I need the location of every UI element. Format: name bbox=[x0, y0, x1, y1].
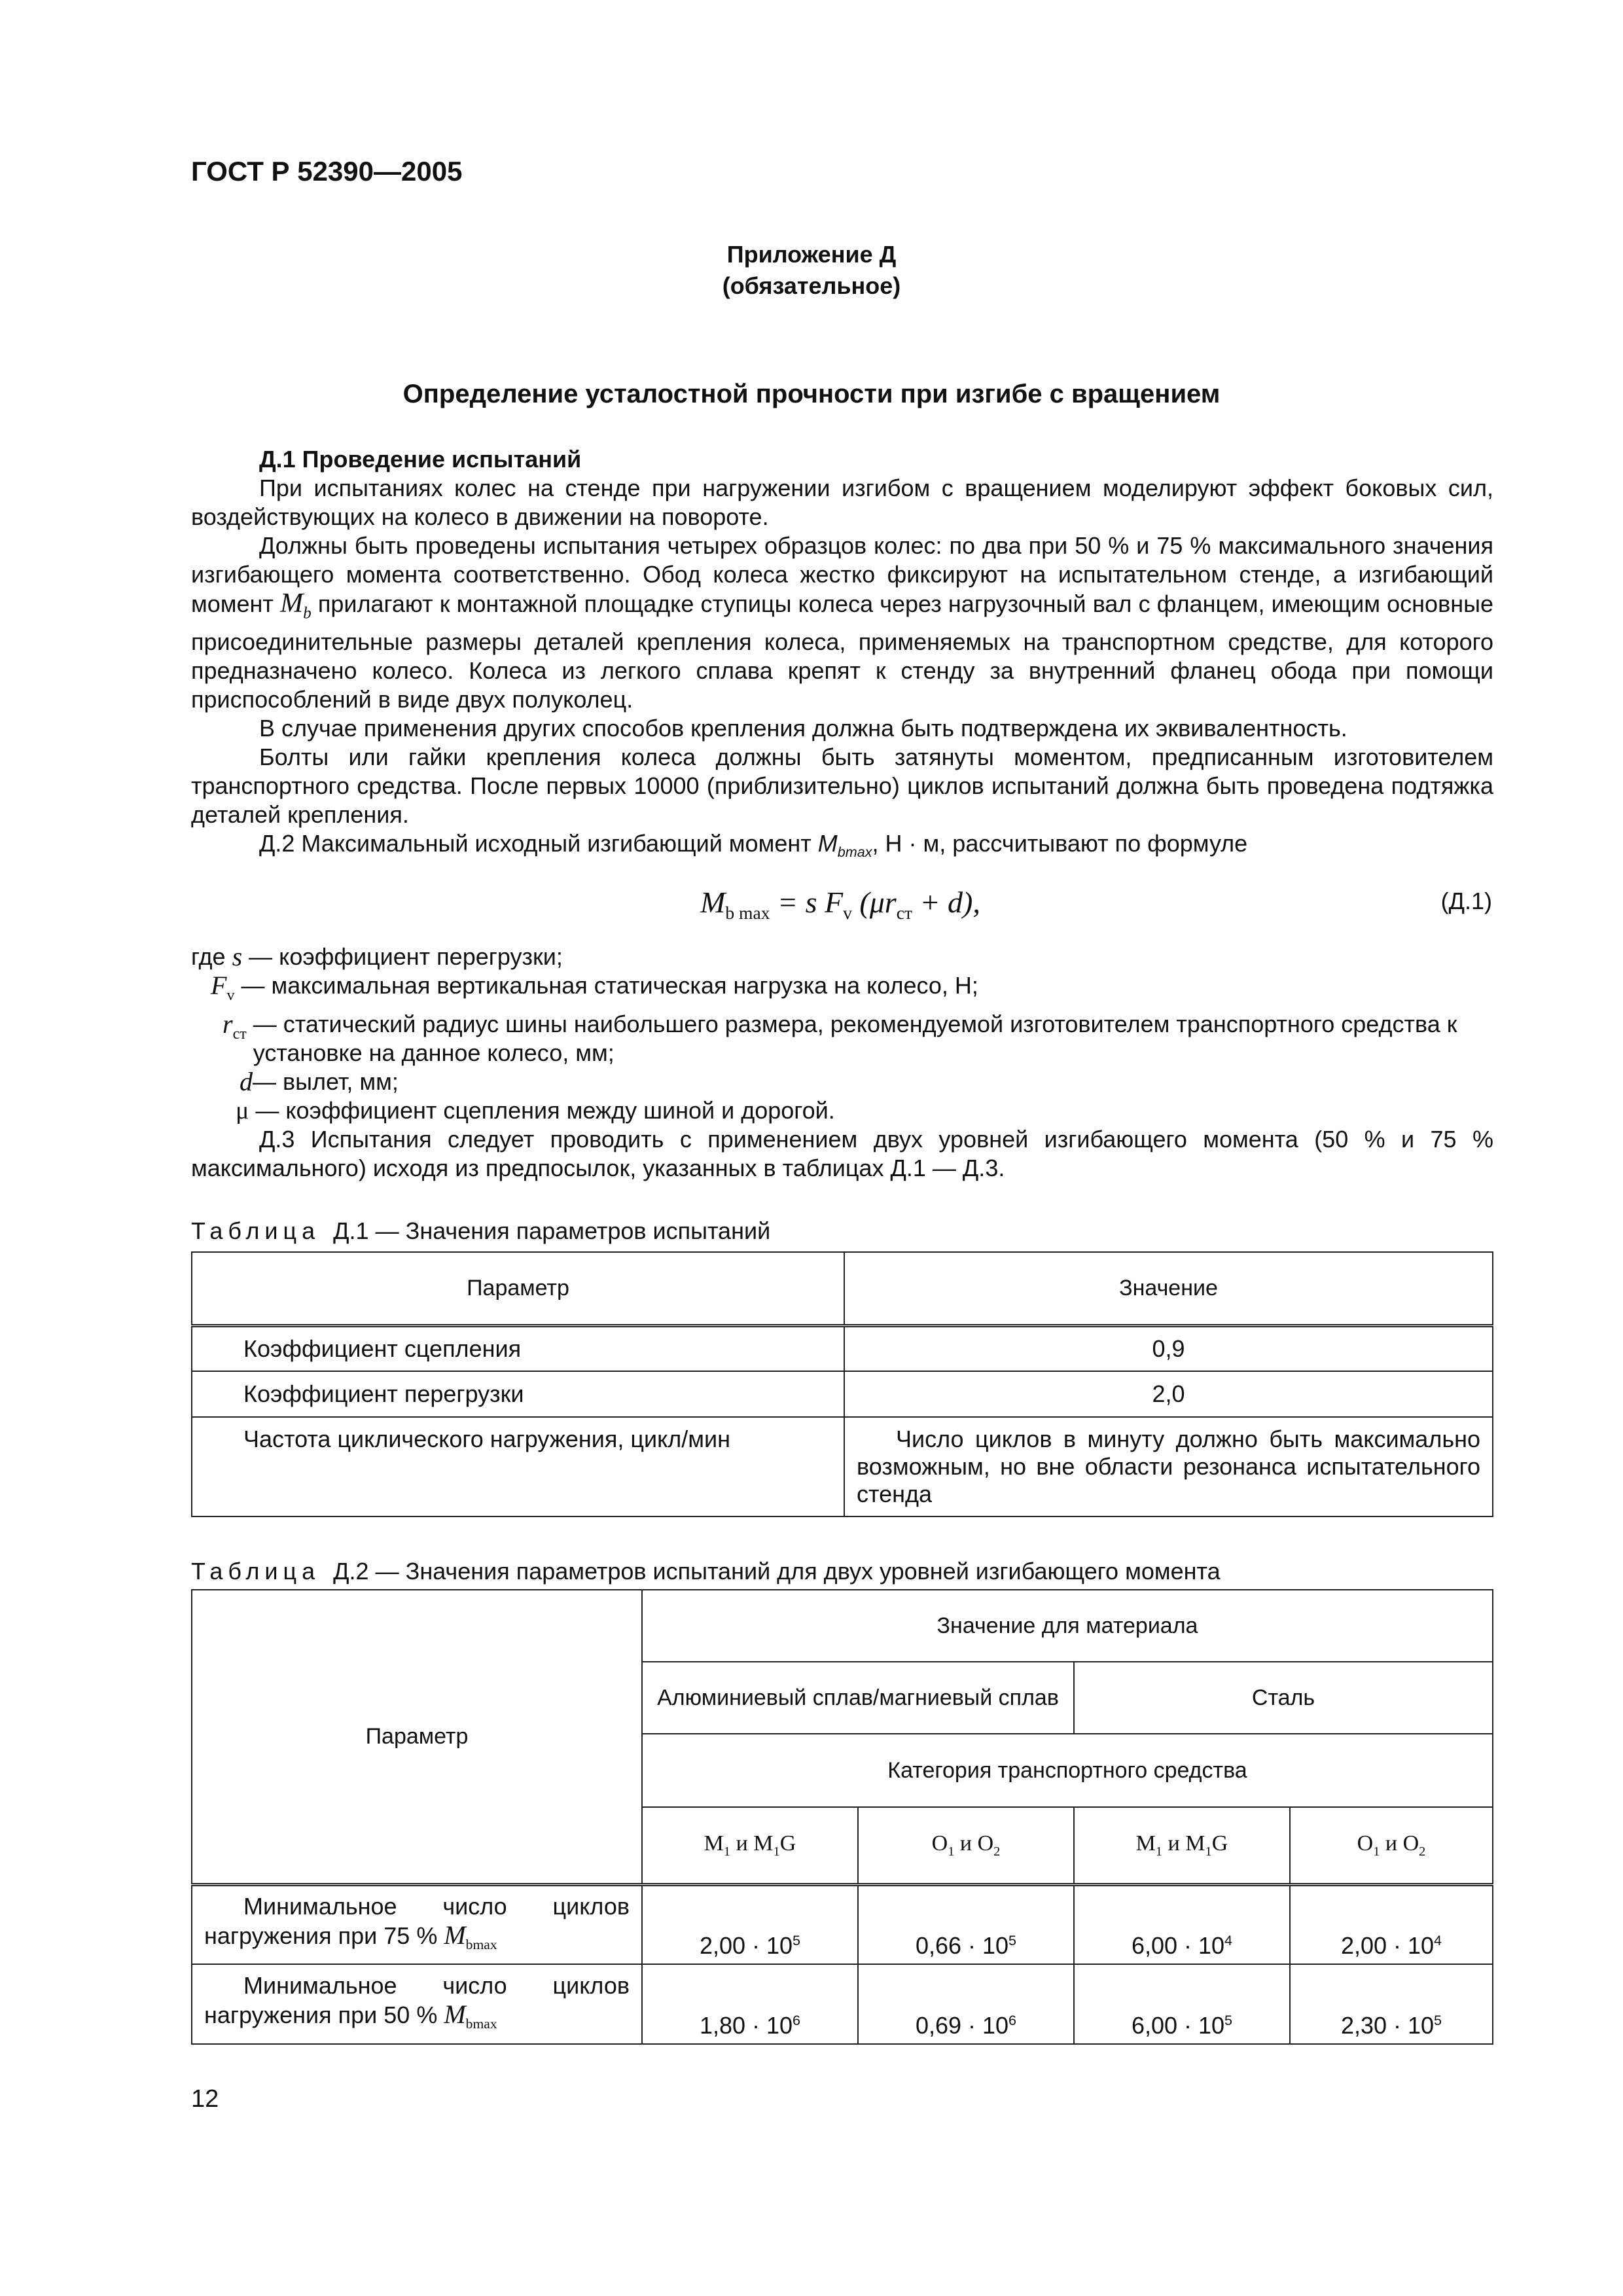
table-2-header-steel: Сталь bbox=[1074, 1662, 1493, 1734]
table-2-value-cell: $2,00 \cdot 10^4$ bbox=[1290, 1884, 1493, 1964]
variable-symbol: $r_{ст}$ bbox=[223, 1009, 247, 1043]
table-2-value-cell: $6,00 \cdot 10^5$ bbox=[1074, 1964, 1290, 2044]
table-1-value-cell: Число циклов в минуту должно быть максимально возможным, но вне области резонанса испытательного стенда bbox=[844, 1417, 1493, 1516]
table-2-value-cell: $2,30 \cdot 10^5$ bbox=[1290, 1964, 1493, 2044]
table-2-value-cell: $2,00 \cdot 10^5$ bbox=[642, 1884, 858, 1964]
variable-symbol: s bbox=[232, 942, 243, 971]
table-2-value-cell: $0,69 \cdot 10^6$ bbox=[858, 1964, 1074, 2044]
table-2-header-alloy: Алюминиевый сплав/магниевый сплав bbox=[642, 1662, 1074, 1734]
variable-item bbox=[191, 1010, 1493, 1067]
document-title: Определение усталостной прочности при изгибе с вращением bbox=[402, 380, 1221, 408]
standard-number: ГОСТ Р 52390—2005 bbox=[191, 156, 463, 187]
table-1-param-cell: Коэффициент перегрузки bbox=[192, 1371, 844, 1417]
section-1-p4: Болты или гайки крепления колеса должны быть затянуты моментом, предписанным изготовителем транспортного средства. После первых 10000 (приблизительно) циклов испытаний должна быть проведена подтяжка деталей крепления. bbox=[191, 744, 1493, 829]
page-number: 12 bbox=[191, 2085, 219, 2113]
moment-symbol: $M_b$ bbox=[280, 588, 312, 622]
variable-item bbox=[191, 971, 1493, 1010]
mbmax-symbol: $M_{bmax}$ bbox=[817, 830, 872, 861]
table-1-header-row bbox=[192, 1252, 1493, 1325]
variable-description: — коэффициент перегрузки; bbox=[249, 943, 563, 970]
table-row bbox=[192, 1325, 1493, 1371]
table-2-header-parameter: Параметр bbox=[192, 1590, 642, 1884]
variable-description: — максимальная вертикальная статическая нагрузка на колесо, Н; bbox=[241, 972, 978, 999]
table-2-category-cell: $O_1$ и $O_2$ bbox=[858, 1807, 1074, 1884]
table-row bbox=[192, 1964, 1493, 2044]
table-2-category-cell: $O_1$ и $O_2$ bbox=[1290, 1807, 1493, 1884]
table-2-category-cell: $M_1$ и $M_1G$ bbox=[1074, 1807, 1290, 1884]
variable-item bbox=[191, 1096, 1493, 1125]
table-2 bbox=[191, 1589, 1493, 2045]
table-2-param-cell: Минимальное число циклов нагружения при 50 % $M_{bmax}$ bbox=[192, 1964, 642, 2044]
appendix-title: Приложение Д bbox=[726, 241, 897, 268]
where-intro: где bbox=[191, 943, 226, 970]
table-2-category-cell: $M_1$ и $M_1G$ bbox=[642, 1807, 858, 1884]
table-row bbox=[192, 1884, 1493, 1964]
table-2-caption-text: Д.2 — Значения параметров испытаний для двух уровней изгибающего момента bbox=[333, 1558, 1221, 1585]
appendix-heading bbox=[0, 239, 1623, 302]
table-1 bbox=[191, 1251, 1493, 1517]
section-1 bbox=[191, 445, 1493, 867]
table-2-value-cell: $1,80 \cdot 10^6$ bbox=[642, 1964, 858, 2044]
section-1-p3: В случае применения других способов крепления должна быть подтверждена их эквивалентность. bbox=[259, 715, 1347, 742]
table-1-value-cell: 2,0 bbox=[844, 1371, 1493, 1417]
variable-description: — коэффициент сцепления между шиной и дорогой. bbox=[255, 1097, 835, 1124]
table-1-caption-word: Таблица bbox=[191, 1217, 321, 1244]
table-2-value-cell: $6,00 \cdot 10^4$ bbox=[1074, 1884, 1290, 1964]
table-1-caption bbox=[191, 1217, 770, 1245]
table-1-value-cell: 0,9 bbox=[844, 1325, 1493, 1371]
table-1-param-cell: Частота циклического нагружения, цикл/мин bbox=[192, 1417, 844, 1516]
table-row bbox=[192, 1417, 1493, 1516]
table-2-header-material: Значение для материала bbox=[642, 1590, 1493, 1662]
variable-symbol: $F_v$ bbox=[211, 971, 235, 1004]
table-1-caption-text: Д.1 — Значения параметров испытаний bbox=[333, 1217, 771, 1244]
table-1-header-parameter: Параметр bbox=[192, 1252, 844, 1325]
variable-item bbox=[191, 942, 1493, 971]
table-1-header-value: Значение bbox=[844, 1252, 1493, 1325]
section-1-p2 bbox=[191, 531, 1493, 714]
section-1-p2-end: прилагают к монтажной площадке ступицы колеса через нагрузочный вал с фланцем, имеющим основные присоединительные размеры деталей крепления колеса, применяемых на транспортном средстве, для которого предназначено колесо. Колеса из легкого сплава крепят к стенду за внутренний фланец обода при помощи приспособлений в виде двух полуколец. bbox=[191, 590, 1493, 713]
table-2-header-category: Категория транспортного средства bbox=[642, 1734, 1493, 1807]
table-1-param-cell: Коэффициент сцепления bbox=[192, 1325, 844, 1371]
table-2-value-cell: $0,66 \cdot 10^5$ bbox=[858, 1884, 1074, 1964]
table-row bbox=[192, 1371, 1493, 1417]
section-1-p1: При испытаниях колес на стенде при нагружении изгибом с вращением моделируют эффект боковых сил, воздействующих на колесо в движении на повороте. bbox=[191, 475, 1493, 530]
formula-number: (Д.1) bbox=[1440, 888, 1492, 914]
table-2-caption-word: Таблица bbox=[191, 1558, 321, 1585]
variable-description: — вылет, мм; bbox=[253, 1068, 399, 1095]
section-2-intro: Д.2 Максимальный исходный изгибающий момент $M_{bmax}$, Н · м, рассчитывают по формуле bbox=[259, 830, 1248, 861]
table-2-caption bbox=[191, 1558, 1221, 1585]
formula-expression: $M_{b max} = s$ $F_v$ $(\mu r_{ст} + d)$, bbox=[700, 886, 980, 924]
variable-list bbox=[191, 942, 1493, 1183]
section-1-p2-start: Должны быть проведены испытания четырех образцов колес: по два при 50 % и 75 % максимального значения изгибающего момента соответственно. Обод колеса жестко фиксируют на испытательном стенде, а изгибающий момент bbox=[191, 532, 1493, 617]
table-2-param-cell: Минимальное число циклов нагружения при 75 % $M_{bmax}$ bbox=[192, 1884, 642, 1964]
variable-item bbox=[191, 1067, 1493, 1096]
appendix-status: (обязательное) bbox=[722, 272, 901, 299]
table-2-header-row-1 bbox=[192, 1590, 1493, 1662]
section-1-heading: Д.1 Проведение испытаний bbox=[259, 446, 582, 473]
variable-symbol: d bbox=[240, 1067, 253, 1096]
section-3-text: Д.3 Испытания следует проводить с применением двух уровней изгибающего момента (50 % и 75 % максимального) исходя из предпосылок, указанных в таблицах Д.1 — Д.3. bbox=[191, 1126, 1493, 1181]
variable-symbol: μ bbox=[236, 1097, 249, 1124]
variable-description: — статический радиус шины наибольшего размера, рекомендуемой изготовителем транспортного средства к установке на данное колесо, мм; bbox=[253, 1011, 1457, 1066]
